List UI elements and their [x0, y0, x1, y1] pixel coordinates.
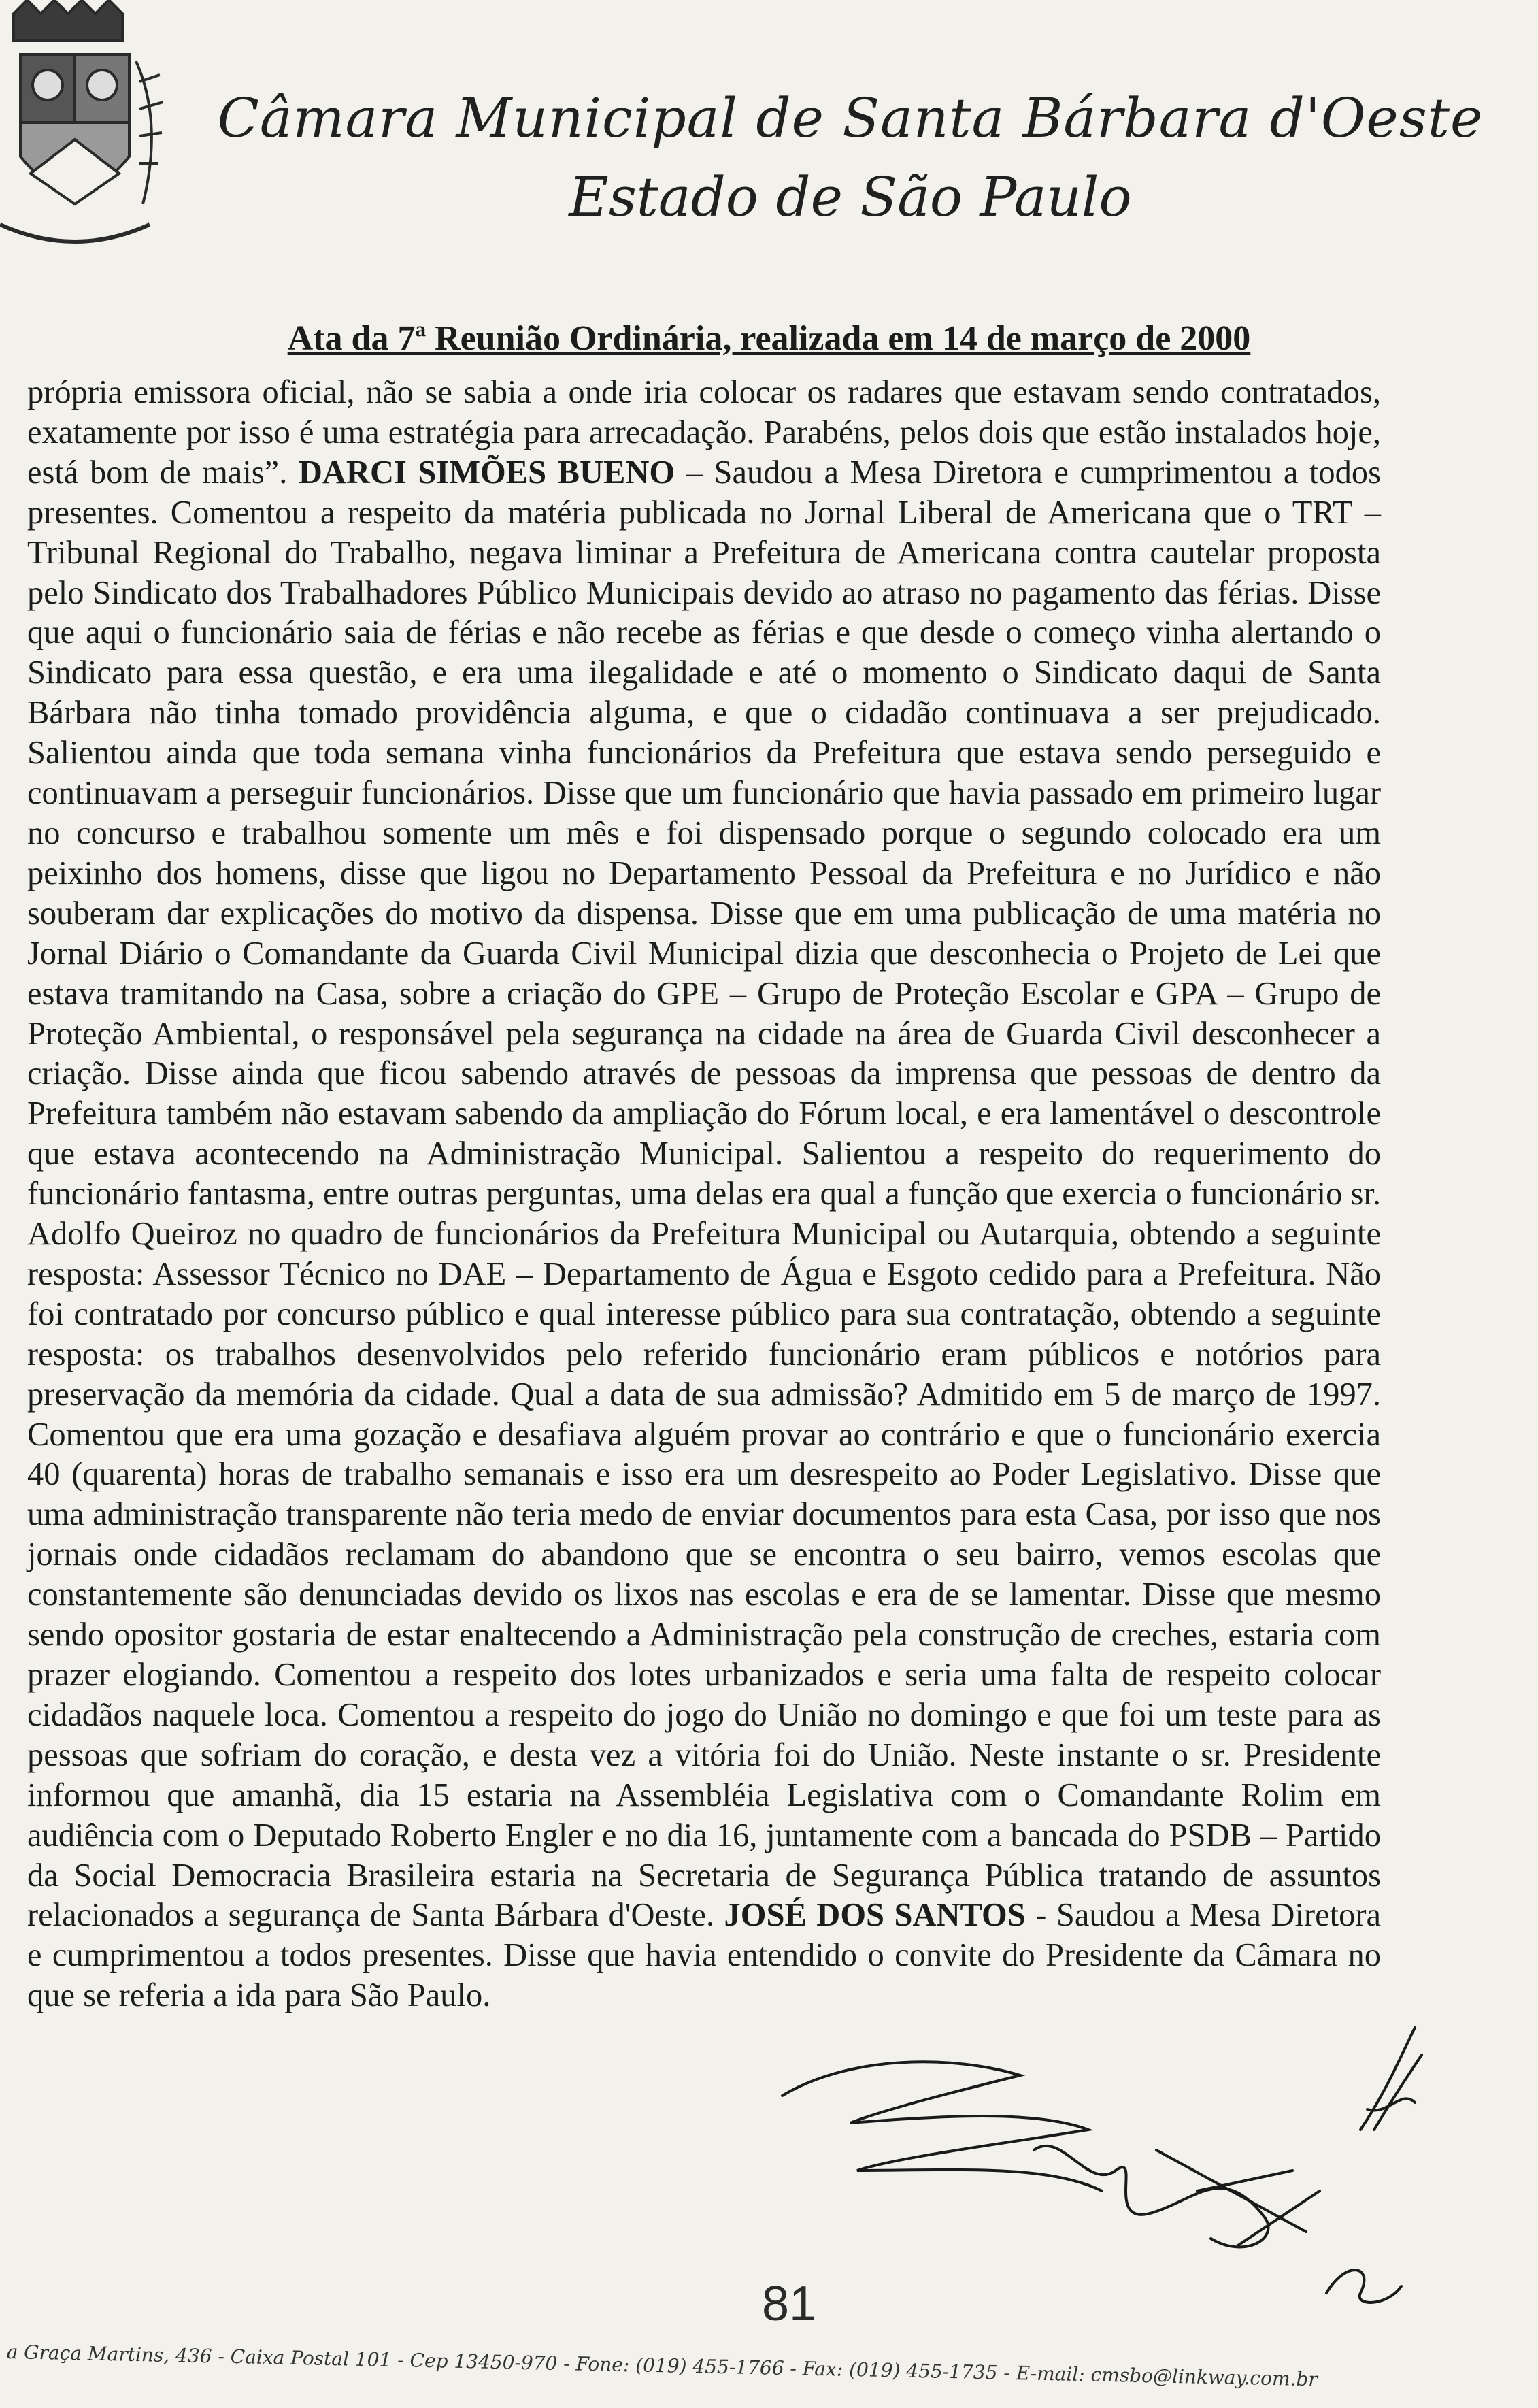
- institution-name: Câmara Municipal de Santa Bárbara d'Oeste: [217, 86, 1484, 150]
- letterhead: [204, 88, 1497, 227]
- body-paragraph: – Saudou a Mesa Diretora e cumprimentou a todos presentes. Comentou a respeito da matéria publicada no Jornal Liberal de Americana que o TRT – Tribunal Regional do Trabalho, negava liminar a Prefeitura de Americana contra cautelar proposta pelo Sindicato dos Trabalhadores Público Municipais devido ao atraso no pagamento das férias. Disse que aqui o funcionário saia de férias e não recebe as férias e que desde o começo vinha alertando o Sindicato para essa questão, e era uma ilegalidade e até o momento o Sindicato daqui de Santa Bárbara não tinha tomado providência alguma, e que o cidadão continuava a ser prejudicado. Salientou ainda que toda semana vinha funcionários da Prefeitura que estava sendo perseguido e continuavam a perseguir funcionários. Disse que um funcionário que havia passado em primeiro lugar no concurso e trabalhou somente um mês e foi dispensado porque o segundo colocado era um peixinho dos homens, disse que ligou no Departamento Pessoal da Prefeitura e no Jurídico e não souberam dar explicações do motivo da dispensa. Disse que em uma publicação de uma matéria no Jornal Diário o Comandante da Guarda Civil Municipal dizia que desconhecia o Projeto de Lei que estava tramitando na Casa, sobre a criação do GPE – Grupo de Proteção Escolar e GPA – Grupo de Proteção Ambiental, o responsável pela segurança na cidade na área de Guarda Civil desconhecer a criação. Disse ainda que ficou sabendo através de pessoas da imprensa que pessoas de dentro da Prefeitura também não estavam sabendo da ampliação do Fórum local, e era lamentável o descontrole que estava acontecendo na Administração Municipal. Salientou a respeito do requerimento do funcionário fantasma, entre outras perguntas, uma delas era qual a função que exercia o funcionário sr. Adolfo Queiroz no quadro de funcionários da Prefeitura Municipal ou Autarquia, obtendo a seguinte resposta: Assessor Técnico no DAE – Departamento de Água e Esgoto cedido para a Prefeitura. Não foi contratado por concurso público e qual interesse público para sua contratação, obtendo a seguinte resposta: os trabalhos desenvolvidos pelo referido funcionário eram públicos e notórios para preservação da memória da cidade. Qual a data de sua admissão? Admitido em 5 de março de 1997. Comentou que era uma gozação e desafiava alguém provar ao contrário e que o funcionário exercia 40 (quarenta) horas de trabalho semanais e isso era um desrespeito ao Poder Legislativo. Disse que uma administração transparente não teria medo de enviar documentos para esta Casa, por isso que nos jornais onde cidadãos reclamam do abandono que se encontra o seu bairro, vemos escolas que constantemente são denunciadas devido os lixos nas escolas e era de se lamentar. Disse que mesmo sendo opositor gostaria de estar enaltecendo a Administração pela construção de creches, estaria com prazer elogiando. Comentou a respeito dos lotes urbanizados e seria uma falta de respeito colocar cidadãos naquele loca. Comentou a respeito do jogo do União no domingo e que foi um teste para as pessoas que sofriam do coração, e desta vez a vitória foi do União. Neste instante o sr. Presidente informou que amanhã, dia 15 estaria na Assembléia Legislativa com o Comandante Rolim em audiência com o Deputado Roberto Engler e no dia 16, juntamente com a bancada do PSDB – Partido da Social Democracia Brasileira estaria na Secretaria de Segurança Pública tratando de assuntos relacionados a segurança de Santa Bárbara d'Oeste.: [27, 454, 1390, 1934]
- page-number: 81: [761, 2277, 817, 2331]
- footer-address: a Graça Martins, 436 - Caixa Postal 101 - Cep 13450-970 - Fone: (019) 455-1766 - Fax: (019) 455-1735 - E-mail: cmsbo@linkway.com.br: [6, 2341, 1318, 2391]
- document-title: Ata da 7ª Reunião Ordinária, realizada em 14 de março de 2000: [287, 319, 1251, 358]
- coat-of-arms-icon: [0, 0, 177, 272]
- body-paragraph: própria emissora oficial, não se sabia a onde iria colocar os radares que estavam sendo contratados, exatamente por isso é uma estratégia para arrecadação. Parabéns, pelos dois que estão instalados hoje, está bom de mais”.: [27, 374, 1390, 491]
- speaker-name: DARCI SIMÕES BUENO: [298, 454, 675, 491]
- state-name: Estado de São Paulo: [569, 165, 1132, 229]
- body-paragraph: - Saudou a Mesa Diretora e cumprimentou a todos presentes. Disse que havia entendido o convite do Presidente da Câmara no que se referia a ida para São Paulo.: [27, 1897, 1390, 2014]
- minutes-body: [27, 373, 1390, 2016]
- handwritten-signatures: [680, 2014, 1497, 2313]
- speaker-name: JOSÉ DOS SANTOS: [724, 1897, 1026, 1934]
